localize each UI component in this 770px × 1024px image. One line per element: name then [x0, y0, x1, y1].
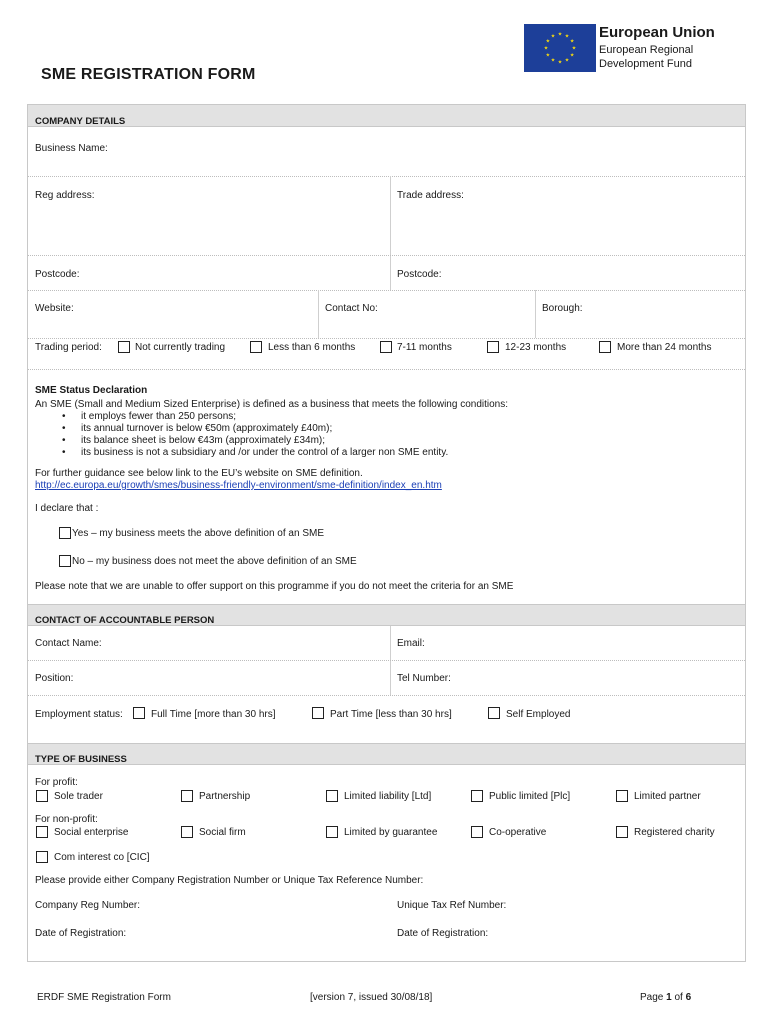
- company-reg-label: Company Reg Number:: [35, 900, 141, 911]
- eu-star-icon: ★: [569, 52, 575, 59]
- trading-12-23-months-checkbox[interactable]: [487, 341, 499, 353]
- eu-star-icon: ★: [550, 33, 556, 40]
- employment-status-label: Employment status:: [35, 709, 123, 720]
- page-title: SME REGISTRATION FORM: [41, 66, 256, 83]
- divider: [535, 290, 536, 338]
- business-name-label: Business Name:: [35, 143, 108, 154]
- trading-12-23-months-label: 12-23 months: [505, 342, 567, 353]
- sme-heading: SME Status Declaration: [35, 385, 148, 396]
- cic-label: Com interest co [CIC]: [54, 852, 150, 863]
- eu-star-icon: ★: [543, 45, 549, 52]
- eu-star-icon: ★: [545, 52, 551, 59]
- bullet: •: [62, 447, 66, 458]
- divider: [28, 660, 745, 661]
- limited-liability-checkbox[interactable]: [326, 790, 338, 802]
- page-total: 6: [685, 992, 692, 1003]
- trading-7-11-months-label: 7-11 months: [397, 342, 452, 353]
- sme-condition-3: its balance sheet is below €43m (approximately £34m);: [81, 435, 326, 446]
- sme-intro: An SME (Small and Medium Sized Enterprise) is defined as a business that meets the following conditions:: [35, 399, 509, 410]
- partnership-label: Partnership: [199, 791, 251, 802]
- divider: [390, 176, 391, 290]
- page-of: of: [671, 992, 686, 1003]
- sme-condition-4: its business is not a subsidiary and /or under the control of a larger non SME entity.: [81, 447, 449, 458]
- partnership-checkbox[interactable]: [181, 790, 193, 802]
- contact-no-label: Contact No:: [325, 303, 378, 314]
- postcode-right-label: Postcode:: [397, 269, 442, 280]
- self-employed-checkbox[interactable]: [488, 707, 500, 719]
- business-band: [28, 743, 745, 765]
- social-firm-checkbox[interactable]: [181, 826, 193, 838]
- footer-page-number: [640, 992, 691, 1003]
- public-limited-label: Public limited [Plc]: [489, 791, 571, 802]
- sme-no-label: No – my business does not meet the above definition of an SME: [72, 556, 357, 567]
- eu-star-icon: ★: [550, 57, 556, 64]
- divider: [28, 338, 745, 339]
- co-operative-label: Co-operative: [489, 827, 547, 838]
- footer-version: [version 7, issued 30/08/18]: [310, 992, 433, 1003]
- non-profit-label: For non-profit:: [35, 814, 98, 825]
- sme-note: Please note that we are unable to offer support on this programme if you do not meet the criteria for an SME: [35, 581, 514, 592]
- page-current: 1: [666, 992, 672, 1003]
- bullet: •: [62, 411, 66, 422]
- date-registration-right-label: Date of Registration:: [397, 928, 489, 939]
- sole-trader-checkbox[interactable]: [36, 790, 48, 802]
- sme-condition-2: its annual turnover is below €50m (approximately £40m);: [81, 423, 333, 434]
- social-enterprise-label: Social enterprise: [54, 827, 129, 838]
- limited-by-guarantee-label: Limited by guarantee: [344, 827, 438, 838]
- date-registration-left-label: Date of Registration:: [35, 928, 127, 939]
- eu-star-icon: ★: [564, 33, 570, 40]
- footer-form-name: ERDF SME Registration Form: [37, 992, 171, 1003]
- utr-label: Unique Tax Ref Number:: [397, 900, 507, 911]
- full-time-label: Full Time [more than 30 hrs]: [151, 709, 276, 720]
- borough-label: Borough:: [542, 303, 583, 314]
- public-limited-checkbox[interactable]: [471, 790, 483, 802]
- sole-trader-label: Sole trader: [54, 791, 103, 802]
- limited-partner-checkbox[interactable]: [616, 790, 628, 802]
- email-label: Email:: [397, 638, 425, 649]
- trading-not-currently-checkbox[interactable]: [118, 341, 130, 353]
- eu-star-icon: ★: [569, 38, 575, 45]
- sme-yes-label: Yes – my business meets the above definition of an SME: [72, 528, 324, 539]
- divider: [28, 255, 745, 256]
- provide-instruction: Please provide either Company Registration Number or Unique Tax Reference Number:: [35, 875, 424, 886]
- limited-by-guarantee-checkbox[interactable]: [326, 826, 338, 838]
- full-time-checkbox[interactable]: [133, 707, 145, 719]
- co-operative-checkbox[interactable]: [471, 826, 483, 838]
- registered-charity-label: Registered charity: [634, 827, 715, 838]
- eu-star-icon: ★: [557, 31, 563, 38]
- social-firm-label: Social firm: [199, 827, 246, 838]
- eu-flag-icon: [524, 24, 596, 72]
- eu-title: European Union: [599, 24, 715, 41]
- eu-subtitle-line2: Development Fund: [599, 58, 692, 70]
- business-heading: TYPE OF BUSINESS: [35, 754, 127, 765]
- sme-guidance: For further guidance see below link to the EU’s website on SME definition.: [35, 468, 363, 479]
- eu-star-icon: ★: [557, 59, 563, 66]
- divider: [28, 369, 745, 370]
- trading-not-currently-label: Not currently trading: [135, 342, 226, 353]
- sme-no-checkbox[interactable]: [59, 555, 71, 567]
- part-time-checkbox[interactable]: [312, 707, 324, 719]
- sme-definition-link[interactable]: http://ec.europa.eu/growth/smes/business-friendly-environment/sme-definition/index_en.htm: [35, 480, 442, 491]
- tel-number-label: Tel Number:: [397, 673, 451, 684]
- trading-less-6-months-label: Less than 6 months: [268, 342, 356, 353]
- contact-heading: CONTACT OF ACCOUNTABLE PERSON: [35, 615, 215, 626]
- trade-address-label: Trade address:: [397, 190, 464, 201]
- company-details-heading: COMPANY DETAILS: [35, 116, 126, 127]
- trading-more-24-months-label: More than 24 months: [617, 342, 712, 353]
- bullet: •: [62, 435, 66, 446]
- divider: [28, 176, 745, 177]
- trading-period-label: Trading period:: [35, 342, 102, 353]
- reg-address-label: Reg address:: [35, 190, 95, 201]
- divider: [318, 290, 319, 338]
- registered-charity-checkbox[interactable]: [616, 826, 628, 838]
- page-prefix: Page: [640, 992, 667, 1003]
- company-details-band: [28, 105, 745, 127]
- eu-star-icon: ★: [545, 38, 551, 45]
- self-employed-label: Self Employed: [506, 709, 571, 720]
- social-enterprise-checkbox[interactable]: [36, 826, 48, 838]
- sme-yes-checkbox[interactable]: [59, 527, 71, 539]
- declare-label: I declare that :: [35, 503, 99, 514]
- trading-less-6-months-checkbox[interactable]: [250, 341, 262, 353]
- postcode-left-label: Postcode:: [35, 269, 80, 280]
- contact-name-label: Contact Name:: [35, 638, 102, 649]
- limited-partner-label: Limited partner: [634, 791, 701, 802]
- position-label: Position:: [35, 673, 74, 684]
- trading-more-24-months-checkbox[interactable]: [599, 341, 611, 353]
- divider: [28, 695, 745, 696]
- for-profit-label: For profit:: [35, 777, 78, 788]
- bullet: •: [62, 423, 66, 434]
- cic-checkbox[interactable]: [36, 851, 48, 863]
- trading-7-11-months-checkbox[interactable]: [380, 341, 392, 353]
- limited-liability-label: Limited liability [Ltd]: [344, 791, 432, 802]
- eu-star-icon: ★: [564, 57, 570, 64]
- eu-star-icon: ★: [571, 45, 577, 52]
- divider: [28, 290, 745, 291]
- website-label: Website:: [35, 303, 74, 314]
- sme-condition-1: it employs fewer than 250 persons;: [81, 411, 237, 422]
- eu-subtitle-line1: European Regional: [599, 44, 694, 56]
- part-time-label: Part Time [less than 30 hrs]: [330, 709, 452, 720]
